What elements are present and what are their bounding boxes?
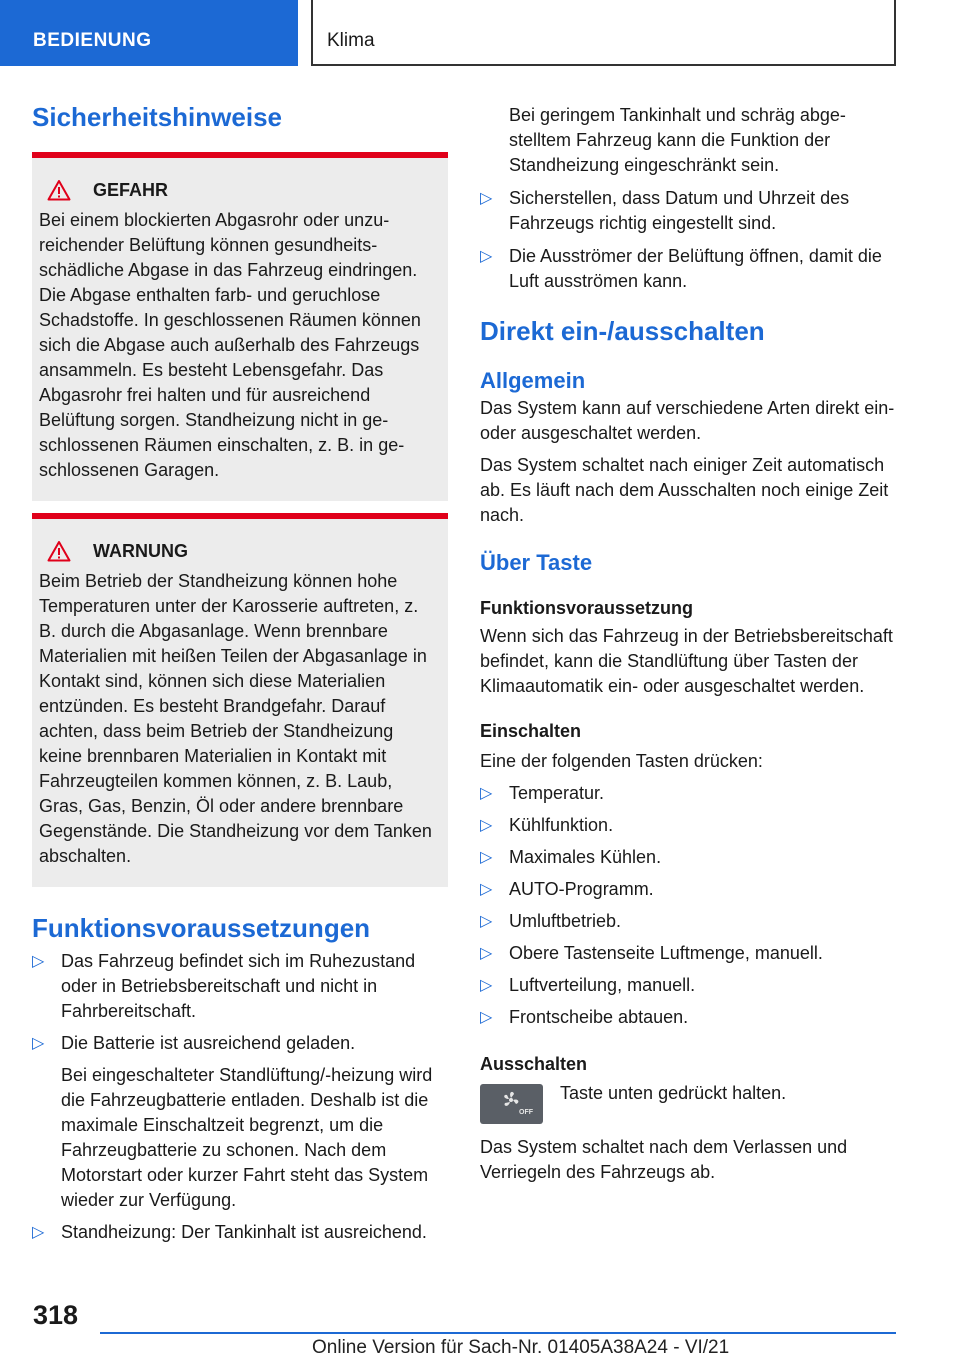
danger-box (32, 152, 448, 501)
triangle-bullet-icon: ▷ (480, 977, 493, 994)
page-header (0, 0, 960, 66)
triangle-bullet-icon: ▷ (480, 913, 493, 930)
list-item: ▷ Kühlfunktion. (480, 813, 896, 838)
list-item: ▷ Temperatur. (480, 781, 896, 806)
fan-icon (480, 1084, 543, 1124)
switch-off-text: Das System schaltet nach dem Verlassen und Verriegeln des Fahrzeugs ab. (480, 1137, 848, 1182)
switch-off-heading: Ausschalten (480, 1054, 588, 1074)
left-column (32, 100, 448, 1245)
general-heading: Allgemein (480, 368, 586, 393)
triangle-bullet-icon: ▷ (480, 849, 493, 866)
list-item: ▷ Standheizung: Der Tankinhalt ist ausreichend. (32, 1220, 448, 1245)
warning-text: Beim Betrieb der Standheizung können hohe Temperaturen unter der Karosserie auftreten, z. B. durch die Abgasanlage. Wenn brennbare Materialien mit heißen Teilen der Abgasanlage in Kontakt sind, können sich diese Materialien entzünden. Es besteht Brandgefahr. Darauf achten, dass beim Betrieb der Standheizung keine brennbaren Materialien in Kontakt mit Fahrzeugteilen kommen können, z. B. Laub, Gras, Gas, Benzin, Öl oder andere brennbare Gegenstände. Die Standheizung vor dem Tanken abschalten. (39, 571, 432, 866)
function-prereq-text: Wenn sich das Fahrzeug in der Betriebsbereitschaft befindet, kann die Standlüftung über Tasten der Klimaautomatik ein- oder ausgeschaltet werden. (480, 626, 893, 696)
chapter-title: Klima (311, 0, 896, 66)
triangle-bullet-icon: ▷ (480, 945, 493, 962)
list-item: ▷ Die Ausströmer der Belüftung öffnen, damit die Luft ausströmen kann. (480, 246, 882, 291)
function-prereq-heading: Funktionsvoraussetzung (480, 598, 694, 618)
battery-note: Bei eingeschalteter Standlüftung/-heizung wird die Fahrzeugbatterie entladen. Deshalb ist die maximale Einschaltzeit begrenzt, um die Fahrzeugbatterie zu schonen. Nach dem Motorstart oder kurzer Fahrt steht das System wieder zur Verfügung. (61, 1065, 433, 1210)
prerequisites-list (32, 949, 448, 1056)
warning-triangle-icon (47, 540, 71, 562)
off-key-row (480, 1084, 896, 1124)
general-text-2: Das System schaltet nach einiger Zeit automatisch ab. Es läuft nach dem Ausschalten noch einige Zeit nach. (480, 455, 889, 525)
triangle-bullet-icon: ▷ (480, 248, 493, 265)
prerequisites-list-cont (32, 1220, 448, 1245)
list-item: ▷ Sicherstellen, dass Datum und Uhrzeit des Fahrzeugs richtig eingestellt sind. (480, 188, 850, 233)
switch-on-text: Eine der folgenden Tasten drücken: (480, 751, 763, 771)
section-tab: BEDIENUNG (0, 0, 298, 66)
right-column (480, 103, 896, 1185)
danger-label: GEFAHR (93, 180, 169, 200)
list-item: ▷ AUTO-Programm. (480, 877, 896, 902)
list-item: ▷ Die Batterie ist ausreichend geladen. (32, 1031, 448, 1056)
triangle-bullet-icon: ▷ (480, 190, 493, 207)
tank-note: Bei geringem Tankinhalt und schräg abgestelltem Fahrzeug kann die Funktion der Standheizung eingeschränkt sein. (509, 105, 846, 175)
triangle-bullet-icon: ▷ (480, 817, 493, 834)
general-text-1: Das System kann auf verschiedene Arten direkt ein- oder ausgeschaltet werden. (480, 398, 895, 443)
list-item: ▷ Luftverteilung, manuell. (480, 973, 896, 998)
danger-header (39, 178, 440, 202)
page-number: 318 (33, 1300, 79, 1330)
list-item: ▷ Frontscheibe abtauen. (480, 1005, 896, 1030)
switch-on-heading: Einschalten (480, 721, 582, 741)
direct-switch-heading: Direkt ein-/ausschalten (480, 316, 765, 346)
list-item: ▷ Das Fahrzeug befindet sich im Ruhezustand oder in Betriebsbereitschaft und nicht in Fahrbereitschaft. (32, 951, 416, 1021)
footer-version: Online Version für Sach-Nr. 01405A38A24 - VI/21 (312, 1337, 730, 1358)
footer-divider (100, 1332, 896, 1334)
triangle-bullet-icon: ▷ (480, 785, 493, 802)
key-heading: Über Taste (480, 550, 593, 575)
safety-heading: Sicherheitshinweise (32, 102, 282, 132)
prerequisites-heading: Funktionsvoraussetzungen (32, 913, 371, 943)
list-item: ▷ Maximales Kühlen. (480, 845, 896, 870)
triangle-bullet-icon: ▷ (32, 1224, 45, 1241)
list-item: ▷ Obere Tastenseite Luftmenge, manuell. (480, 941, 896, 966)
list-item: ▷ Umluftbetrieb. (480, 909, 896, 934)
triangle-bullet-icon: ▷ (480, 1009, 493, 1026)
warning-label: WARNUNG (93, 541, 188, 561)
triangle-bullet-icon: ▷ (32, 1035, 45, 1052)
off-key-label: OFF (519, 1109, 533, 1116)
switch-on-list (480, 781, 896, 1030)
warning-header (39, 539, 440, 563)
warning-triangle-icon (47, 179, 71, 201)
fan-off-key-icon (480, 1084, 543, 1124)
triangle-bullet-icon: ▷ (480, 881, 493, 898)
warning-box (32, 513, 448, 887)
off-key-text: Taste unten gedrückt halten. (560, 1083, 787, 1103)
prep-list (480, 186, 896, 294)
danger-text: Bei einem blockierten Abgasrohr oder unzureichender Belüftung können gesundheitsschädliche Abgase in das Fahrzeug eindringen. Die Abgase enthalten farb- und geruchlose Schadstoffe. In geschlossenen Räumen können sich die Abgase auch außerhalb des Fahrzeugs ansammeln. Es besteht Lebensgefahr. Das Abgasrohr frei halten und für ausreichend Belüftung sorgen. Standheizung nicht in geschlossenen Räumen einschalten, z. B. in geschlossenen Garagen. (39, 210, 421, 480)
triangle-bullet-icon: ▷ (32, 953, 45, 970)
